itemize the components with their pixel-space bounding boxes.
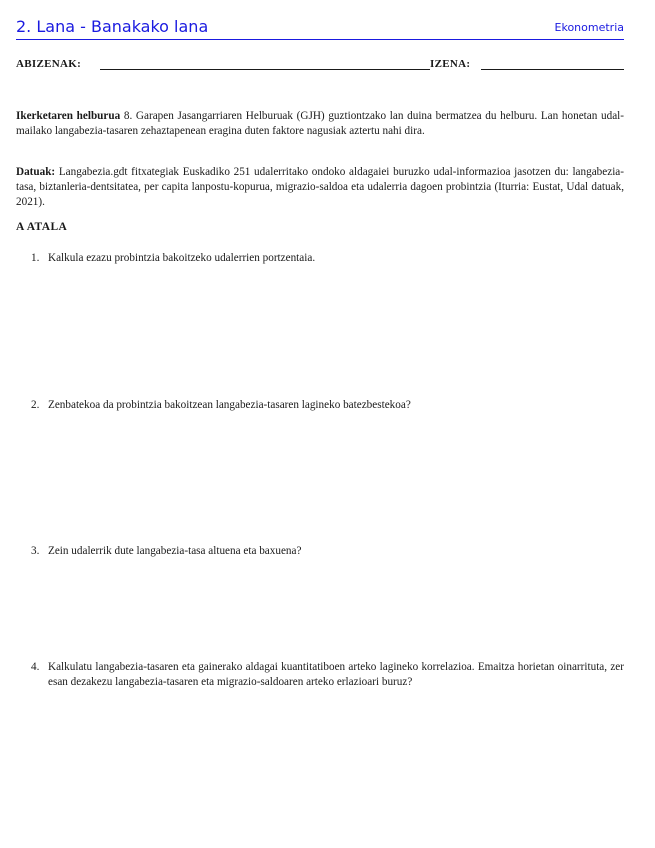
name-label: IZENA:	[430, 58, 471, 70]
question-number: 2.	[31, 399, 40, 411]
research-goal-paragraph	[16, 109, 624, 139]
surname-field-line[interactable]	[100, 69, 430, 70]
question-2	[31, 398, 624, 413]
question-1	[31, 251, 624, 266]
question-text: Zenbatekoa da probintzia bakoitzean langabezia-tasaren lagineko batezbestekoa?	[48, 399, 411, 411]
question-text: Kalkulatu langabezia-tasaren eta gainerako aldagai kuantitatiboen arteko lagineko korrelazioa. Emaitza horietan oinarrituta, zer esan dezakezu langabezia-tasaren eta migrazio-saldoaren arteko erlazioari buruz?	[48, 661, 624, 688]
page-header	[16, 17, 624, 40]
name-fields	[16, 58, 624, 72]
data-paragraph	[16, 165, 624, 210]
research-goal-text: 8. Garapen Jasangarriaren Helburuak (GJH) guztiontzako lan duina bermatzea du helburu. Lan honetan udal-mailako langabezia-tasaren zehaztapenean eragina duten faktore nagusiak aztertu nahi dira.	[16, 110, 624, 137]
question-number: 3.	[31, 545, 40, 557]
data-text: Langabezia.gdt fitxategiak Euskadiko 251 udalerritako ondoko aldagaiei buruzko udal-informazioa jasotzen du: langabezia-tasa, biztanleria-dentsitatea, per capita lanpostu-kopurua, migrazio-saldoa eta udalerria dagoen probintzia (Iturria: Eustat, Udal datuak, 2021).	[16, 166, 624, 208]
name-field-line[interactable]	[481, 69, 624, 70]
surname-label: ABIZENAK:	[16, 58, 82, 70]
question-number: 1.	[31, 252, 40, 264]
section-title: A ATALA	[16, 221, 68, 233]
question-text: Zein udalerrik dute langabezia-tasa altuena eta baxuena?	[48, 545, 302, 557]
research-goal-label: Ikerketaren helburua	[16, 110, 121, 122]
course-name: Ekonometria	[554, 21, 624, 34]
assignment-title: 2. Lana - Banakako lana	[16, 17, 209, 36]
question-3	[31, 544, 624, 559]
question-number: 4.	[31, 661, 40, 673]
data-label: Datuak:	[16, 166, 56, 178]
question-4	[31, 660, 624, 690]
question-text: Kalkula ezazu probintzia bakoitzeko udalerrien portzentaia.	[48, 252, 316, 264]
